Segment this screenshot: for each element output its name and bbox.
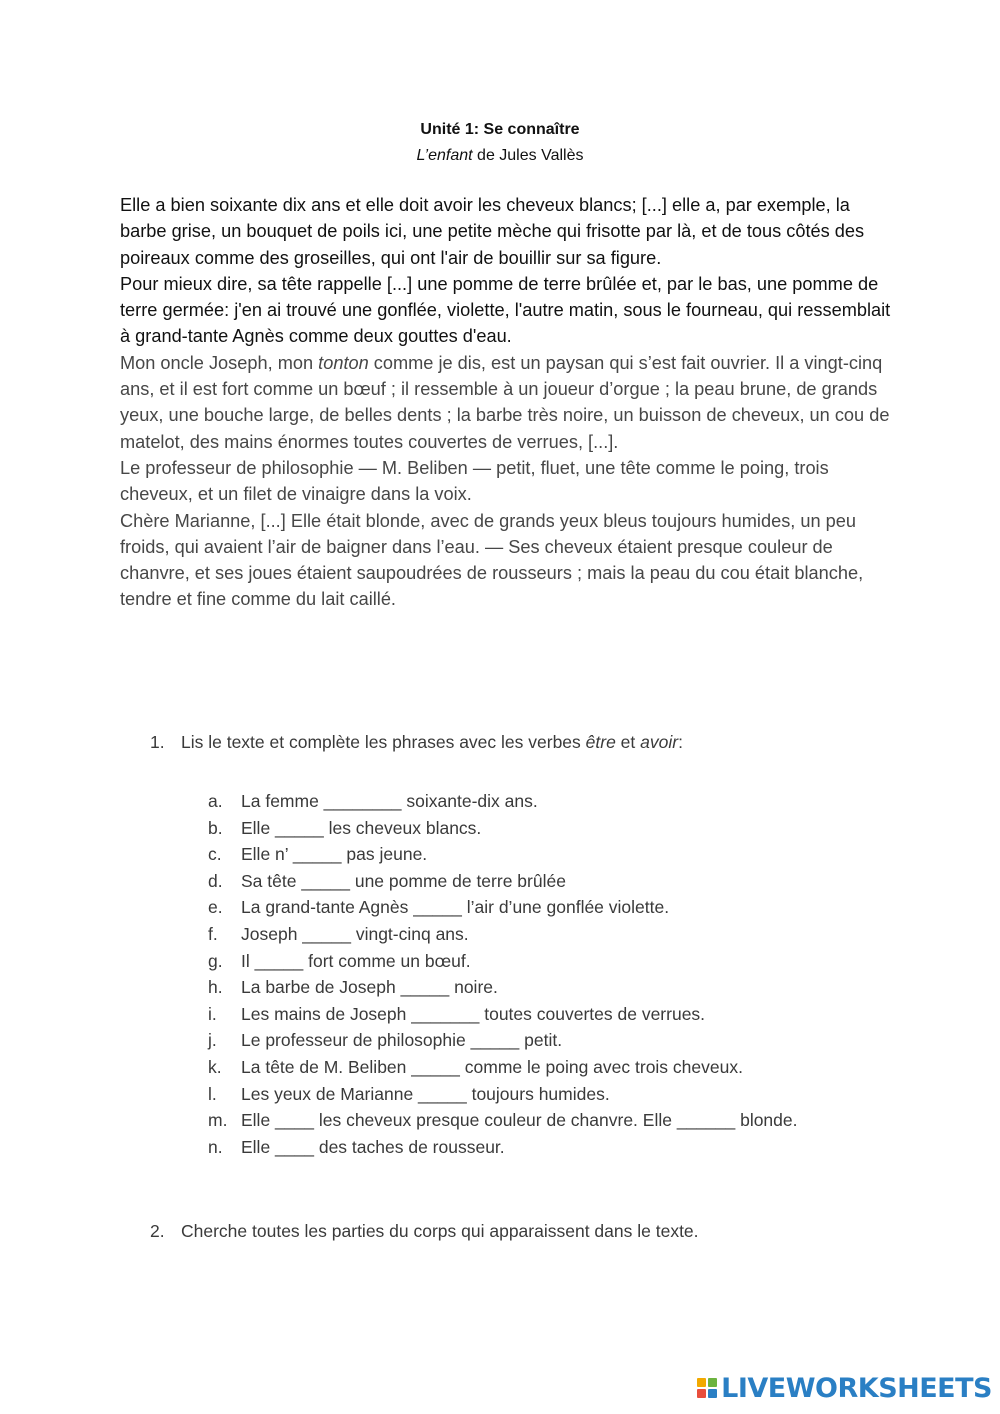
question-2-number: 2. — [150, 1221, 165, 1241]
exercise-item-e — [208, 894, 848, 921]
exercise-item-l — [208, 1081, 848, 1108]
exercise-item-f — [208, 921, 848, 948]
reading-passage — [120, 192, 900, 613]
question-1-text-start: Lis le texte et complète les phrases avec les verbes — [181, 732, 586, 752]
exercise-item-n — [208, 1134, 848, 1161]
exercise-item-h — [208, 974, 848, 1001]
passage-paragraph-marianne: Chère Marianne, [...] Elle était blonde, avec de grands yeux bleus toujours humides, un peu froids, qui avaient l’air de baigner dans l’eau. — Ses cheveux étaient presque couleur de chanvre, et ses joues étaient saupoudrées de rousseurs ; mais la peau du cou était blanche, tendre et fine comme du lait caillé. — [120, 510, 864, 610]
passage-paragraph-professor: Le professeur de philosophie — M. Beliben — petit, fluet, une tête comme le poing, trois cheveux, et un filet de vinaigre dans la voix. — [120, 457, 829, 505]
item-letter: i. — [208, 1003, 217, 1024]
item-letter: n. — [208, 1136, 223, 1157]
exercise-item-i — [208, 1001, 848, 1028]
exercise-list — [208, 788, 848, 1160]
item-text: Les yeux de Marianne _____ toujours humides. — [241, 1083, 610, 1104]
joseph-text-italic: tonton — [318, 352, 369, 373]
book-title: L’enfant — [416, 147, 473, 164]
exercise-item-d — [208, 868, 848, 895]
item-letter: l. — [208, 1083, 217, 1104]
question-1-verb-etre: être — [585, 732, 616, 752]
item-letter: b. — [208, 817, 223, 838]
item-text: Elle n’ _____ pas jeune. — [241, 844, 428, 865]
item-letter: h. — [208, 977, 223, 998]
item-letter: g. — [208, 950, 223, 971]
item-text: Le professeur de philosophie _____ petit. — [241, 1030, 563, 1051]
logo-grid-icon — [697, 1378, 717, 1398]
question-2-text: Cherche toutes les parties du corps qui apparaissent dans le texte. — [181, 1221, 699, 1241]
item-letter: e. — [208, 897, 223, 918]
item-text: Il _____ fort comme un bœuf. — [241, 950, 471, 971]
joseph-text-start: Mon oncle Joseph, mon — [120, 352, 319, 373]
exercise-item-k — [208, 1054, 848, 1081]
question-1-text-end: : — [678, 732, 683, 752]
exercise-item-g — [208, 948, 848, 975]
question-1 — [150, 729, 910, 756]
item-text: La grand-tante Agnès _____ l’air d’une gonflée violette. — [241, 897, 670, 918]
passage-paragraph-grandmother: Elle a bien soixante dix ans et elle doit avoir les cheveux blancs; [...] elle a, par exemple, la barbe grise, un bouquet de poils ici, une petite mèche qui frisotte par là, et de tous côtés des poireaux comme des groseilles, qui ont l'air de bouillir sur sa figure. — [120, 195, 865, 268]
item-text: Elle ____ des taches de rousseur. — [241, 1136, 505, 1157]
item-text: Elle _____ les cheveux blancs. — [241, 817, 482, 838]
exercise-item-j — [208, 1027, 848, 1054]
exercise-item-m — [208, 1107, 848, 1134]
item-letter: k. — [208, 1056, 222, 1077]
item-letter: c. — [208, 844, 222, 865]
item-letter: f. — [208, 923, 218, 944]
item-text: Joseph _____ vingt-cinq ans. — [241, 923, 469, 944]
item-letter: d. — [208, 870, 223, 891]
logo-square — [708, 1389, 717, 1398]
book-author: de Jules Vallès — [472, 147, 584, 164]
question-1-verb-avoir: avoir — [640, 732, 679, 752]
question-1-number: 1. — [150, 732, 165, 752]
item-letter: a. — [208, 791, 223, 811]
liveworksheets-logo[interactable] — [697, 1372, 992, 1404]
book-reference — [0, 145, 1000, 167]
logo-square — [697, 1378, 706, 1387]
passage-paragraph-joseph — [120, 350, 900, 455]
item-text: Sa tête _____ une pomme de terre brûlée — [241, 870, 566, 891]
logo-text: LIVEWORKSHEETS — [721, 1372, 992, 1404]
item-letter: j. — [208, 1030, 217, 1051]
question-2 — [150, 1218, 910, 1245]
item-text: Elle ____ les cheveux presque couleur de chanvre. Elle ______ blonde. — [241, 1110, 798, 1131]
joseph-text-end: comme je dis, est un paysan qui s’est fait ouvrier. Il a vingt-cinq ans, et il est fort comme un bœuf ; il ressemble à un joueur d’orgue ; la peau brune, de grands yeux, une bouche large, de belles dents ; la barbe très noire, un buisson de cheveux, un cou de matelot, des mains énormes toutes couvertes de verrues, [...]. — [120, 352, 890, 452]
logo-square — [697, 1389, 706, 1398]
item-letter: m. — [208, 1110, 228, 1131]
exercise-item-b — [208, 815, 848, 842]
passage-paragraph-potato: Pour mieux dire, sa tête rappelle [...] une pomme de terre brûlée et, par le bas, une pomme de terre germée: j'en ai trouvé une gonflée, violette, l'autre matin, sous le fourneau, qui ressemblait à grand-tante Agnès comme deux gouttes d'eau. — [120, 273, 891, 347]
item-text: La barbe de Joseph _____ noire. — [241, 977, 498, 998]
item-text: Les mains de Joseph _______ toutes couvertes de verrues. — [241, 1003, 706, 1024]
logo-square — [708, 1378, 717, 1387]
worksheet-title: Unité 1: Se connaître — [420, 121, 580, 138]
item-text: La femme ________ soixante-dix ans. — [241, 791, 538, 811]
item-text: La tête de M. Beliben _____ comme le poing avec trois cheveux. — [241, 1056, 743, 1077]
exercise-item-a — [208, 788, 848, 815]
exercise-item-c — [208, 841, 848, 868]
question-1-text-mid: et — [615, 732, 641, 752]
